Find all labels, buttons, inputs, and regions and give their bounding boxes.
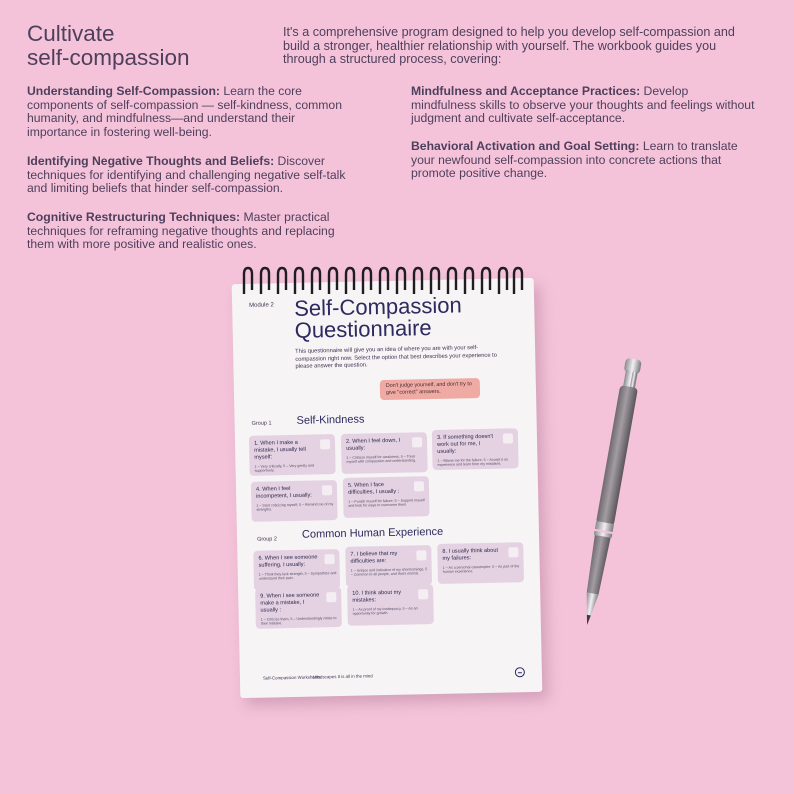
answer-checkbox[interactable] bbox=[418, 589, 428, 599]
pen-icon bbox=[575, 355, 645, 640]
question-text: 5. When I face difficulties, I usually : bbox=[347, 482, 400, 496]
answer-checkbox[interactable] bbox=[322, 485, 332, 495]
question-text: 4. When I feel incompetent, I usually: bbox=[255, 486, 312, 500]
spiral-binding-icon bbox=[238, 264, 528, 300]
question-card bbox=[343, 476, 430, 518]
question-scale: 1 – Criticize them, 5 – Understandingly relate to their mistake. bbox=[260, 616, 337, 627]
question-scale: 1 – As proof of my inadequacy, 5 – As an opportunity for growth. bbox=[352, 606, 418, 617]
question-text: 3. If something doesn't work out for me, I usually: bbox=[436, 433, 494, 455]
note-pill: Don't judge yourself, and don't try to give "correct" answers. bbox=[380, 378, 480, 400]
answer-checkbox[interactable] bbox=[416, 550, 426, 560]
question-text: 10. I think about my mistakes: bbox=[352, 589, 402, 604]
questionnaire-title-line-1: Self-Compassion bbox=[293, 292, 462, 321]
brand-logo-icon bbox=[515, 667, 525, 677]
question-scale: 1 – Very critically, 5 – Very gently and supportively. bbox=[254, 463, 315, 474]
question-card bbox=[341, 432, 428, 474]
footer-brand: Mindscapes It is all in the mind bbox=[312, 673, 373, 680]
question-card bbox=[251, 480, 338, 522]
section-text: Develop mindfulness skills to observe your thoughts and feelings without judgment and cultivate self-acceptance. bbox=[411, 84, 755, 125]
section-heading: Cognitive Restructuring Techniques: bbox=[27, 210, 241, 224]
group-1-title: Self-Kindness bbox=[296, 413, 365, 427]
section-heading: Mindfulness and Acceptance Practices: bbox=[411, 84, 641, 98]
question-scale: 1 – As a personal catastrophe, 5 – As part of the human experience. bbox=[442, 564, 520, 575]
question-scale: 1 – Blame me for the failure, 5 – Accept it as experience and learn from my mistakes. bbox=[437, 457, 508, 468]
question-card bbox=[249, 434, 336, 476]
question-text: 1. When I make a mistake, I usually tell myself: bbox=[253, 439, 306, 461]
section-heading: Behavioral Activation and Goal Setting: bbox=[411, 139, 640, 153]
section-text: Learn the core components of self-compassion — self-kindness, common humanity, and mindfulness—and understand their importance in fostering well-being. bbox=[27, 84, 342, 139]
questionnaire-description: This questionnaire will give you an idea of where you are with your self-compassion right now. Select the option that best describes your experience to please answer the question. bbox=[295, 345, 498, 371]
group-2-label: Group 2 bbox=[256, 536, 277, 543]
group-2-title: Common Human Experience bbox=[301, 525, 444, 541]
answer-checkbox[interactable] bbox=[414, 481, 424, 491]
answer-checkbox[interactable] bbox=[503, 433, 513, 443]
question-card bbox=[253, 549, 340, 591]
question-scale: 1 – Unique and indicative of my shortcomings, 5 – Common to all people, and that's normal. bbox=[350, 567, 428, 578]
answer-checkbox[interactable] bbox=[320, 439, 330, 449]
title-line-1: Cultivate bbox=[27, 21, 115, 46]
question-card bbox=[255, 587, 342, 629]
question-text: 2. When I feel down, I usually: bbox=[345, 437, 401, 452]
questionnaire-title bbox=[294, 293, 515, 342]
group-1-label: Group 1 bbox=[251, 420, 272, 427]
question-text: 8. I usually think about my failures: bbox=[442, 547, 499, 562]
question-scale: 1 – Criticize myself for weakness, 5 – Treat myself with compassion and understanding. bbox=[346, 454, 417, 465]
section-text: Learn to translate your newfound self-compassion into concrete actions that promote positive change. bbox=[411, 139, 738, 180]
answer-checkbox[interactable] bbox=[508, 547, 518, 557]
question-card bbox=[347, 584, 434, 626]
module-label: Module 2 bbox=[249, 302, 274, 309]
question-card bbox=[432, 428, 519, 470]
footer-worksheets: Self-Compassion Worksheets bbox=[262, 674, 321, 681]
intro-text: It's a comprehensive program designed to help you develop self-compassion and build a stronger, healthier relationship with yourself. The workbook guides you through a structured process, covering: bbox=[283, 25, 735, 66]
question-scale: 1 – Start criticizing myself, 5 – Remind me of my strengths. bbox=[256, 502, 334, 513]
section-heading: Understanding Self-Compassion: bbox=[27, 84, 220, 98]
questionnaire-title-line-2: Questionnaire bbox=[294, 315, 432, 343]
answer-checkbox[interactable] bbox=[412, 437, 422, 447]
section-heading: Identifying Negative Thoughts and Beliefs: bbox=[27, 154, 275, 168]
question-card bbox=[437, 542, 524, 584]
section-text: Discover techniques for identifying and challenging negative self-talk and limiting beliefs that hinder self-compassion. bbox=[27, 154, 346, 195]
question-text: 7. I believe that my difficulties are: bbox=[350, 550, 398, 565]
section-text: Master practical techniques for reframing negative thoughts and replacing them with more positive and realistic ones. bbox=[27, 210, 335, 251]
title-line-2: self-compassion bbox=[27, 45, 190, 70]
question-text: 6. When I see someone suffering, I usually: bbox=[258, 554, 318, 569]
question-card bbox=[345, 545, 432, 587]
notebook-page bbox=[232, 278, 543, 698]
question-scale: 1 – Punish myself for failure, 5 – Support myself and look for ways to overcome them. bbox=[348, 498, 425, 509]
answer-checkbox[interactable] bbox=[326, 592, 336, 602]
question-text: 9. When I see someone make a mistake, I usually : bbox=[260, 592, 320, 614]
answer-checkbox[interactable] bbox=[324, 554, 334, 564]
question-scale: 1 – Think they lack strength, 5 – Sympathize and understand their pain. bbox=[258, 571, 337, 582]
